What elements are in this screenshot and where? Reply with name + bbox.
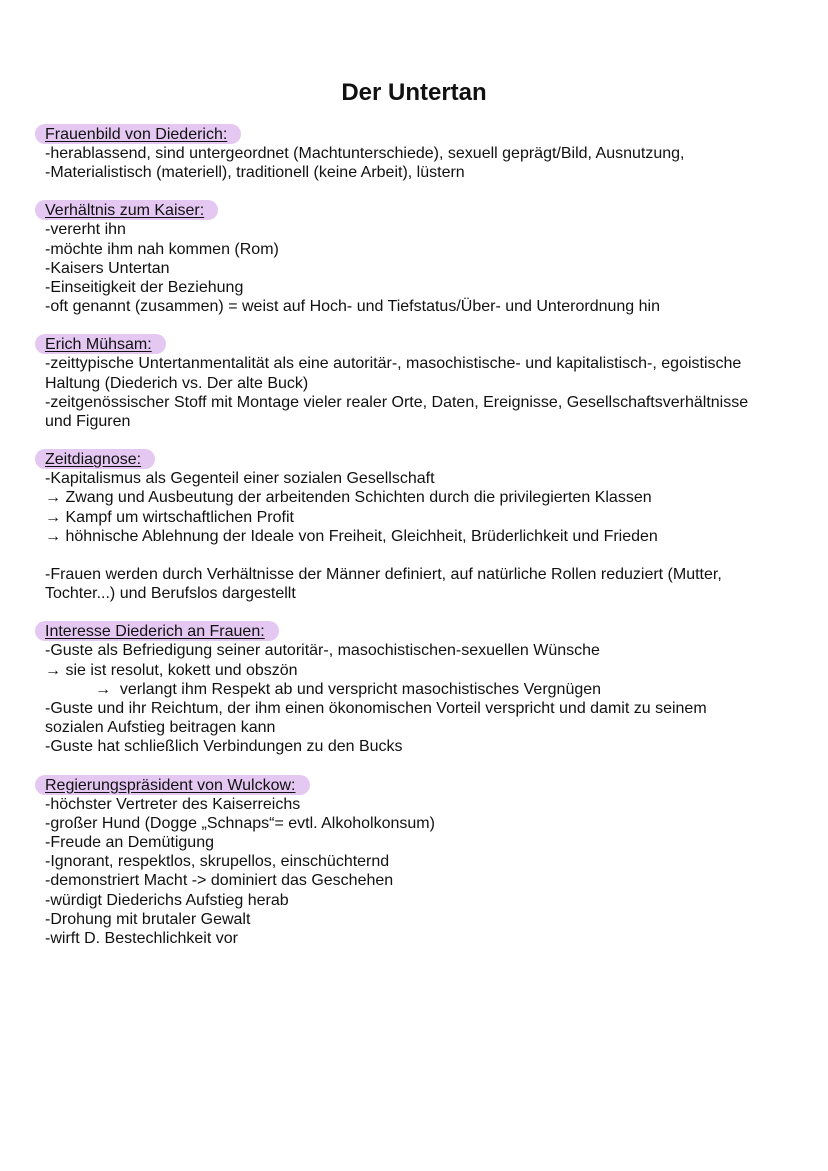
- text-line: und Figuren: [45, 413, 131, 431]
- section-zeitdiagnose: [45, 450, 795, 603]
- text-line: -Drohung mit brutaler Gewalt: [45, 910, 251, 928]
- section-heading: Regierungspräsident von Wulckow:: [45, 776, 306, 795]
- section-heading: Frauenbild von Diederich:: [45, 125, 237, 144]
- text-line: -Frauen werden durch Verhältnisse der Männer definiert, auf natürliche Rollen reduziert (Mutter,: [45, 566, 722, 584]
- text-line: sozialen Aufstieg beitragen kann: [45, 719, 276, 737]
- text-line: → sie ist resolut, kokett und obszön: [45, 661, 298, 679]
- text-line: -würdigt Diederichs Aufstieg herab: [45, 891, 289, 909]
- text-line: -zeitgenössischer Stoff mit Montage vieler realer Orte, Daten, Ereignisse, Gesellschaftsverhältnisse: [45, 393, 749, 411]
- section-frauenbild: [45, 125, 795, 182]
- text-line: -möchte ihm nah kommen (Rom): [45, 240, 279, 258]
- text-line: -demonstriert Macht -> dominiert das Geschehen: [45, 872, 394, 890]
- section-interesse-frauen: [45, 622, 795, 756]
- paragraph-gap: [45, 546, 795, 565]
- section-wulckow: [45, 776, 795, 949]
- text-line: → höhnische Ablehnung der Ideale von Freiheit, Gleichheit, Brüderlichkeit und Frieden: [45, 527, 658, 545]
- section-erich-muehsam: [45, 335, 795, 431]
- text-line: -Guste hat schließlich Verbindungen zu den Bucks: [45, 738, 403, 756]
- text-line: -Ignorant, respektlos, skrupellos, einschüchternd: [45, 853, 390, 871]
- indented-text-line: → verlangt ihm Respekt ab und verspricht masochistisches Vergnügen: [95, 680, 602, 698]
- text-line: Haltung (Diederich vs. Der alte Buck): [45, 374, 309, 392]
- text-line: -Kapitalismus als Gegenteil einer sozialen Gesellschaft: [45, 470, 435, 488]
- text-line: Tochter...) und Berufslos dargestellt: [45, 585, 296, 603]
- text-line: -Freude an Demütigung: [45, 834, 214, 852]
- text-line: -oft genannt (zusammen) = weist auf Hoch- und Tiefstatus/Über- und Unterordnung hin: [45, 298, 660, 316]
- text-line: → Zwang und Ausbeutung der arbeitenden Schichten durch die privilegierten Klassen: [45, 489, 652, 507]
- text-line: -höchster Vertreter des Kaiserreichs: [45, 795, 301, 813]
- text-line: -Materialistisch (materiell), traditionell (keine Arbeit), lüstern: [45, 164, 465, 182]
- text-line: -vererht ihn: [45, 221, 126, 239]
- text-line: -herablassend, sind untergeordnet (Machtunterschiede), sexuell geprägt/Bild, Ausnutzung,: [45, 145, 685, 162]
- section-heading: Verhältnis zum Kaiser:: [45, 201, 214, 220]
- text-line: -großer Hund (Dogge „Schnaps“= evtl. Alkoholkonsum): [45, 814, 435, 832]
- text-line: -Guste als Befriedigung seiner autoritär-, masochistischen-sexuellen Wünsche: [45, 642, 600, 660]
- document-body: [45, 125, 795, 967]
- text-line: -Kaisers Untertan: [45, 259, 170, 277]
- text-line: -Guste und ihr Reichtum, der ihm einen ökonomischen Vorteil verspricht und damit zu seinem: [45, 700, 707, 718]
- text-line: -zeittypische Untertanmentalität als eine autoritär-, masochistische- und kapitalistisch-, egoistische: [45, 355, 742, 373]
- section-heading: Erich Mühsam:: [45, 335, 162, 354]
- page-title: Der Untertan: [341, 79, 487, 106]
- text-line: -wirft D. Bestechlichkeit vor: [45, 930, 238, 948]
- section-verhaeltnis-kaiser: [45, 201, 795, 316]
- text-line: -Einseitigkeit der Beziehung: [45, 279, 244, 297]
- text-line: → Kampf um wirtschaftlichen Profit: [45, 508, 294, 526]
- section-heading: Interesse Diederich an Frauen:: [45, 622, 275, 641]
- section-heading: Zeitdiagnose:: [45, 450, 151, 469]
